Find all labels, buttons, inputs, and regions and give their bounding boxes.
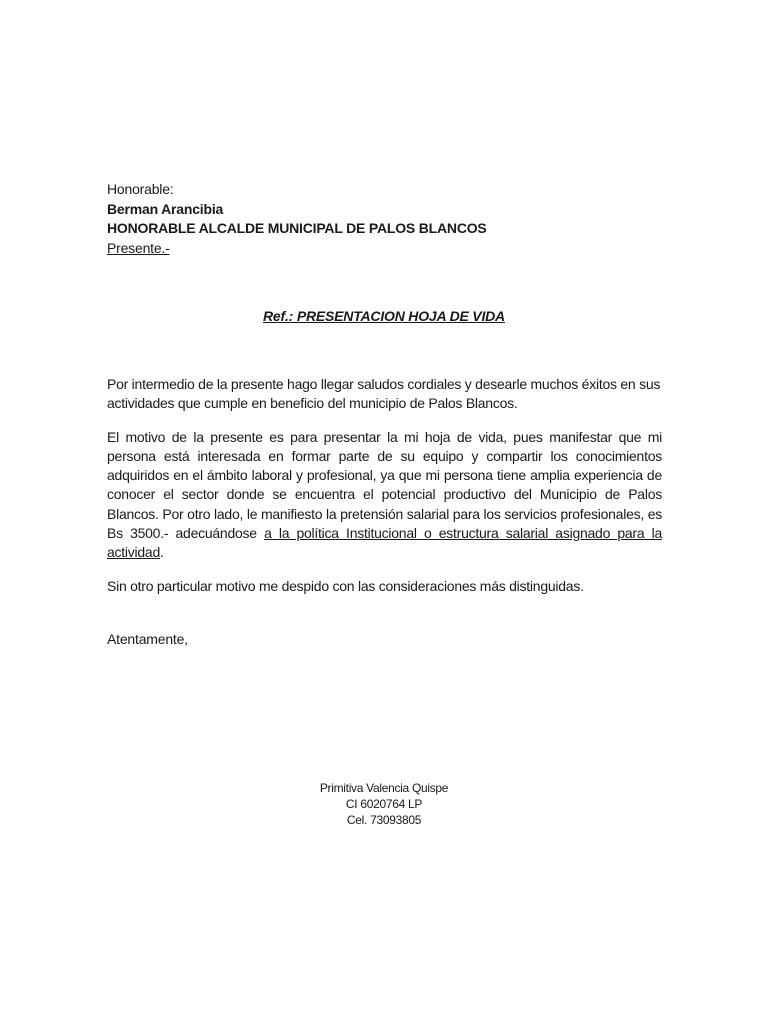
- letter-body: [107, 375, 662, 610]
- presente-line: [107, 239, 667, 259]
- paragraph-greeting: Por intermedio de la presente hago llegar saludos cordiales y desearle muchos éxitos en sus actividades que cumple en beneficio del municipio de Palos Blancos.: [107, 376, 661, 412]
- signer-id: CI 6020764 LP: [345, 797, 423, 811]
- recipient-name: Berman Arancibia: [107, 200, 224, 217]
- closing: Atentamente,: [107, 631, 188, 647]
- recipient-title: HONORABLE ALCALDE MUNICIPAL DE PALOS BLANCOS: [107, 220, 487, 236]
- signature-block: [0, 780, 768, 828]
- addressee-block: [107, 180, 667, 258]
- presente-text: Presente.-: [107, 239, 170, 256]
- paragraph-farewell: Sin otro particular motivo me despido con las consideraciones más distinguidas.: [107, 577, 584, 594]
- signer-name: Primitiva Valencia Quispe: [319, 781, 449, 795]
- reference-line: Ref.: PRESENTACION HOJA DE VIDA: [263, 308, 505, 324]
- paragraph-motive-end: .: [160, 544, 164, 561]
- signer-phone: Cel. 73093805: [346, 813, 422, 827]
- paragraph-motive: [107, 428, 662, 563]
- paragraph-motive-text: El motivo de la presente es para presentar la mi hoja de vida, pues manifestar que mi persona está interesada en formar parte de su equipo y compartir los conocimientos adquiridos en el ámbito laboral y profesional, ya que mi persona tiene amplia experiencia de conocer el sector donde se encuentra el potencial productivo del Municipio de Palos Blancos. Por otro lado, le manifiesto la pretensión salarial para los servicios profesionales, es Bs 3500.- adecuándose: [107, 428, 662, 542]
- paragraph-motive-underlined: a la política Institucional o estructura salarial asignado para la actividad: [107, 525, 663, 561]
- salutation: Honorable:: [107, 181, 174, 197]
